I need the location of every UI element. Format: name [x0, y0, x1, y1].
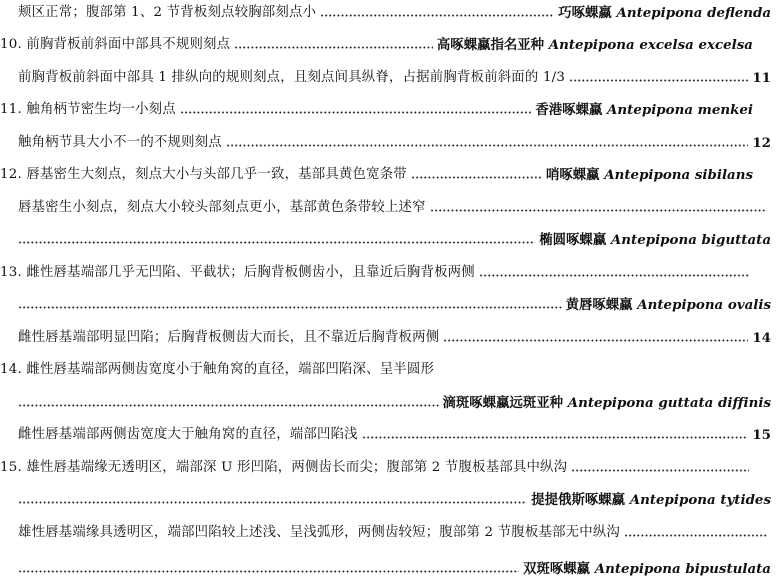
species-name: [539, 227, 771, 253]
leader-dots: [569, 79, 748, 82]
scientific-name: Antepipona guttata diffinis: [567, 395, 771, 411]
leader-dots: [479, 274, 749, 277]
leader-dots: [411, 176, 542, 179]
leader-dots: [430, 209, 767, 212]
leader-dots: [320, 14, 554, 17]
scientific-name: Antepipona excelsa excelsa: [548, 37, 753, 53]
leader-dots: [443, 339, 748, 342]
species-name: [437, 32, 753, 58]
leader-dots: [18, 570, 519, 573]
scientific-name: Antepipona ovalis: [637, 297, 771, 313]
leader-dots: [18, 306, 562, 309]
couplet-text: 雌性唇基端部两侧齿宽度大于触角窝的直径，端部凹陷浅: [18, 427, 358, 442]
leader-dots: [18, 501, 527, 504]
chinese-name: 滴斑啄蜾蠃远斑亚种: [442, 395, 564, 411]
couplet-text: 15. 雄性唇基端缘无透明区，端部深 U 形凹陷，两侧齿长而尖；腹部第 2 节腹板基部具中纵沟: [0, 460, 568, 475]
key-line: [0, 390, 773, 416]
key-line: [0, 32, 755, 58]
key-line: [0, 0, 777, 26]
couplet-text: 唇基密生小刻点，刻点大小较头部刻点更小，基部黄色条带较上述窄: [18, 200, 426, 215]
key-line: [0, 97, 755, 123]
chinese-name: 双斑啄蜾蠃: [523, 561, 591, 577]
leader-dots: [180, 111, 532, 114]
chinese-name: 香港啄蜾蠃: [535, 102, 603, 118]
key-line: [0, 556, 773, 582]
species-name: [558, 0, 771, 26]
key-line: [0, 455, 759, 481]
next-couplet-number: 11: [752, 70, 771, 86]
key-line: [0, 195, 777, 221]
couplet-text: 10. 前胸背板前斜面中部具不规则刻点: [0, 37, 231, 52]
species-name: [546, 162, 753, 188]
next-couplet-number: 12: [752, 135, 771, 151]
key-line: [0, 130, 773, 156]
scientific-name: Antepipona deflenda: [616, 5, 771, 21]
leader-dots: [18, 241, 535, 244]
couplet-text: 12. 唇基密生大刻点，刻点大小与头部几乎一致，基部具黄色宽条带: [0, 167, 407, 182]
chinese-name: 高啄蜾蠃指名亚种: [436, 37, 545, 53]
couplet-text: 11. 触角柄节密生均一小刻点: [0, 102, 176, 117]
key-line: [0, 487, 773, 513]
couplet-text: 前胸背板前斜面中部具 1 排纵向的规则刻点，且刻点间具纵脊，占据前胸背板前斜面的 1/3: [18, 70, 566, 85]
couplet-text: 雄性唇基端缘具透明区，端部凹陷较上述浅、呈浅弧形，两侧齿较短；腹部第 2 节腹板基部无中纵沟: [18, 525, 621, 540]
scientific-name: Antepipona tytides: [629, 492, 771, 508]
chinese-name: 哨啄蜾蠃: [546, 167, 600, 183]
key-line: [0, 292, 773, 318]
scientific-name: Antepipona menkei: [607, 102, 753, 118]
key-line: [0, 65, 773, 91]
key-line: [0, 422, 773, 448]
chinese-name: 巧啄蜾蠃: [558, 5, 612, 21]
chinese-name: 提提俄斯啄蜾蠃: [531, 492, 626, 508]
couplet-text: 雌性唇基端部明显凹陷；后胸背板侧齿大而长，且不靠近后胸背板两侧: [18, 330, 440, 345]
leader-dots: [18, 404, 439, 407]
chinese-name: 黄唇啄蜾蠃: [565, 297, 633, 313]
next-couplet-number: 14: [752, 330, 771, 346]
scientific-name: Antepipona sibilans: [604, 167, 753, 183]
chinese-name: 椭圆啄蜾蠃: [539, 232, 607, 248]
couplet-text: 触角柄节具大小不一的不规则刻点: [18, 135, 222, 150]
key-line: [0, 227, 773, 253]
leader-dots: [234, 46, 433, 49]
species-name: [535, 97, 753, 123]
couplet-text: 14. 雌性唇基端部两侧齿宽度小于触角窝的直径，端部凹陷深、呈半圆形: [0, 362, 435, 377]
species-name: [443, 390, 771, 416]
species-name: [566, 292, 771, 318]
species-name: [531, 487, 771, 513]
next-couplet-number: 15: [752, 427, 771, 443]
leader-dots: [624, 534, 767, 537]
key-line: [0, 162, 755, 188]
key-line: [0, 325, 773, 351]
scientific-name: Antepipona bipustulata: [594, 561, 771, 577]
key-line: [0, 520, 777, 546]
leader-dots: [571, 469, 749, 472]
scientific-name: Antepipona biguttata: [610, 232, 771, 248]
species-name: [523, 556, 771, 582]
couplet-text: 颊区正常；腹部第 1、2 节背板刻点较胸部刻点小: [18, 5, 317, 20]
key-line: [0, 260, 759, 286]
leader-dots: [362, 436, 749, 439]
key-line: [0, 357, 759, 383]
couplet-text: 13. 雌性唇基端部几乎无凹陷、平截状；后胸背板侧齿小，且靠近后胸背板两侧: [0, 265, 475, 280]
leader-dots: [226, 144, 749, 147]
